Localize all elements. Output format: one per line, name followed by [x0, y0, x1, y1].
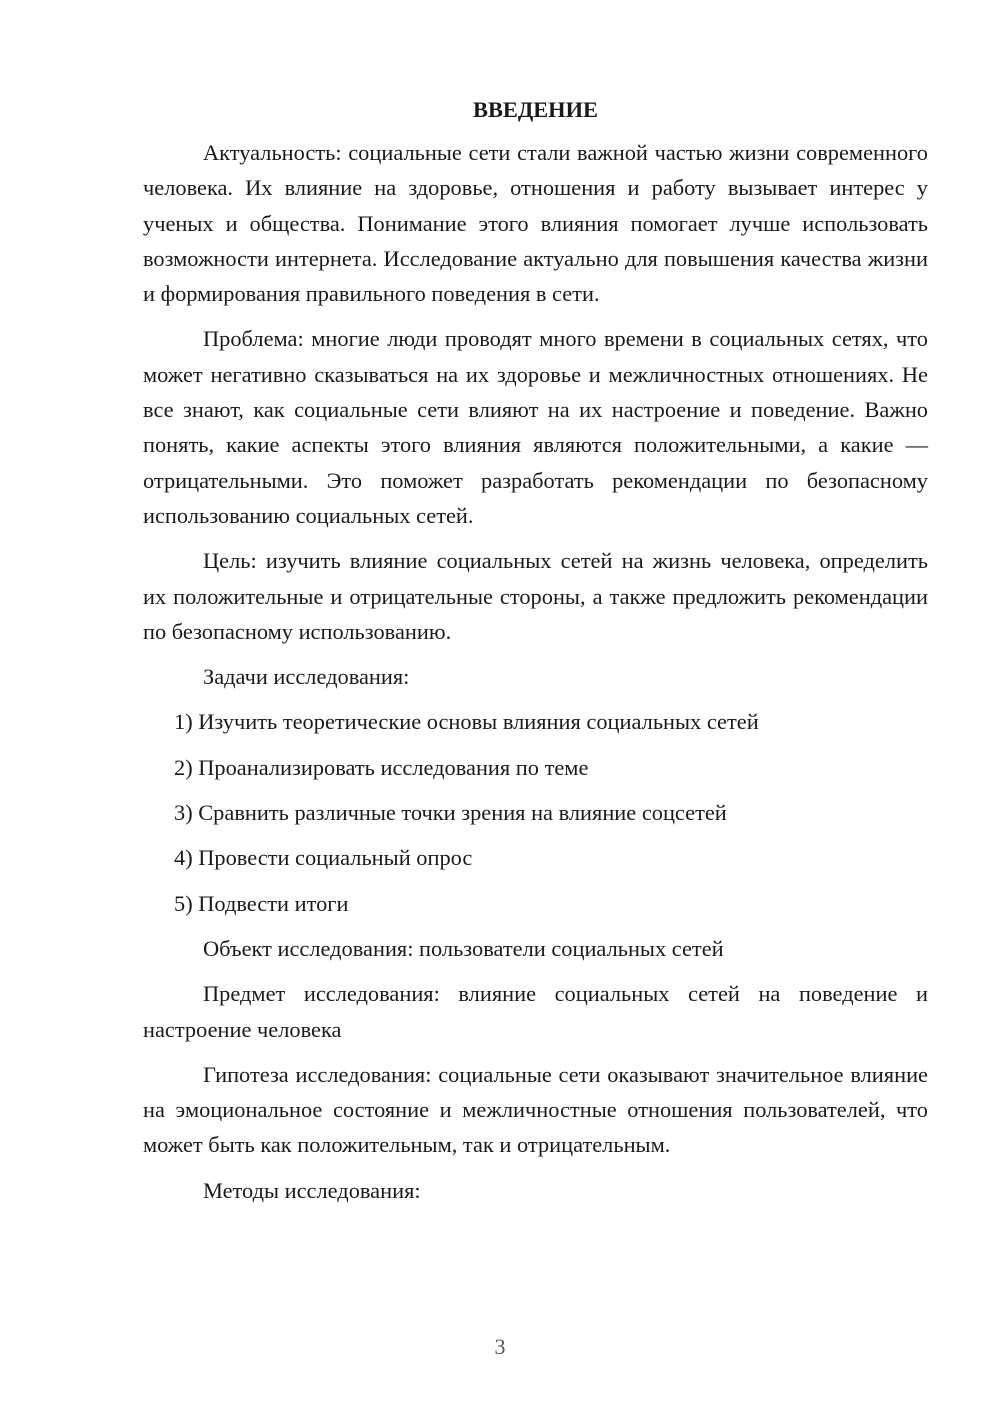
goal-paragraph: Цель: изучить влияние социальных сетей на жизнь человека, определить их положительные и отрицательные стороны, а также предложить рекомендации по безопасному использованию.: [143, 548, 928, 644]
task-item: 3) Сравнить различные точки зрения на влияние соцсетей: [174, 800, 727, 826]
task-item: 5) Подвести итоги: [174, 890, 349, 916]
hypothesis-paragraph: Гипотеза исследования: социальные сети оказывают значительное влияние на эмоциональное состояние и межличностные отношения пользователей, что может быть как положительным, так и отрицательным.: [143, 1061, 928, 1158]
page-number: 3: [494, 1334, 506, 1359]
section-title: ВВЕДЕНИЕ: [473, 97, 598, 122]
task-item: 4) Провести социальный опрос: [174, 845, 473, 871]
problem-paragraph: Проблема: многие люди проводят много времени в социальных сетях, что может негативно сказываться на их здоровье и межличностных отношениях. Не все знают, как социальные сети влияют на их настроение и поведение. Важно понять, какие аспекты этого влияния являются положительными, а какие — отрицательными. Это поможет разработать рекомендации по безопасному использованию социальных сетей.: [143, 326, 928, 528]
task-item: 1) Изучить теоретические основы влияния социальных сетей: [174, 709, 759, 735]
relevance-paragraph: Актуальность: социальные сети стали важной частью жизни современного человека. Их влияние на здоровье, отношения и работу вызывает интерес у ученых и общества. Понимание этого влияния помогает лучше использовать возможности интернета. Исследование актуально для повышения качества жизни и формирования правильного поведения в сети.: [143, 140, 928, 307]
tasks-list: [143, 704, 928, 920]
tasks-heading: Задачи исследования:: [203, 664, 410, 690]
methods-heading: Методы исследования:: [203, 1177, 421, 1203]
task-item: 2) Проанализировать исследования по теме: [174, 754, 589, 780]
document-page: [143, 95, 928, 1218]
object-paragraph: Объект исследования: пользователи социальных сетей: [203, 935, 724, 961]
subject-paragraph: Предмет исследования: влияние социальных сетей на поведение и настроение человека: [143, 981, 928, 1042]
